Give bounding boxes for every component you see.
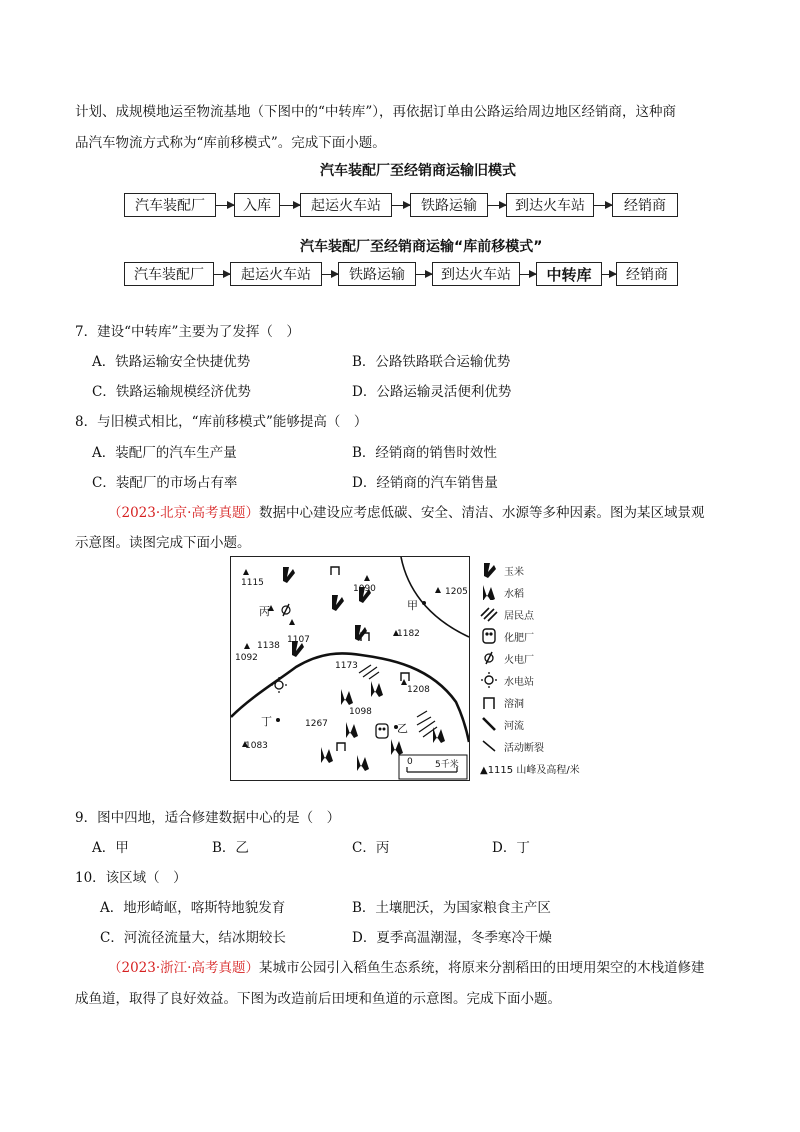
question-8-stem: 8．与旧模式相比，“库前移模式”能够提高（ ） bbox=[75, 414, 368, 430]
peak-label: 1138 bbox=[257, 641, 280, 651]
scale-zero: 0 bbox=[407, 757, 413, 767]
legend-item-fault bbox=[480, 736, 544, 756]
flow-arrow bbox=[280, 205, 300, 206]
fault-icon bbox=[480, 738, 498, 754]
flow-old-step: 起运火车站 bbox=[300, 193, 392, 217]
legend-item-rice bbox=[480, 582, 524, 602]
peak-label: 1205 bbox=[445, 587, 468, 597]
flow-new-step: 起运火车站 bbox=[230, 262, 322, 286]
legend-label: 玉米 bbox=[504, 566, 524, 578]
thermal-plant-icon bbox=[282, 604, 290, 616]
legend-label: 居民点 bbox=[504, 610, 534, 622]
peak-label: 1173 bbox=[335, 661, 358, 671]
legend-label: 活动断裂 bbox=[504, 742, 544, 754]
question-8-option-a: A．装配厂的汽车生产量 bbox=[92, 445, 237, 461]
legend-item-fertilizer bbox=[480, 626, 534, 646]
flow-new-title: 汽车装配厂至经销商运输“库前移模式” bbox=[300, 239, 543, 255]
question-9-stem: 9．图中四地，适合修建数据中心的是（ ） bbox=[75, 810, 341, 826]
flow-arrow bbox=[594, 205, 612, 206]
flow-new-step: 到达火车站 bbox=[432, 262, 520, 286]
peak-label: 1182 bbox=[397, 629, 420, 639]
flow-new-step: 汽车装配厂 bbox=[124, 262, 214, 286]
legend-item-settlement bbox=[480, 604, 534, 624]
legend-item-hydro bbox=[480, 670, 534, 690]
flow-arrow bbox=[392, 205, 410, 206]
flow-new-step-highlight: 中转库 bbox=[536, 262, 602, 286]
place-jia: 甲 bbox=[407, 599, 418, 612]
passage-2-line-2: 示意图。读图完成下面小题。 bbox=[75, 535, 251, 551]
corn-icon bbox=[480, 562, 498, 578]
peak-label: 1090 bbox=[353, 584, 376, 594]
flow-old-step: 铁路运输 bbox=[410, 193, 488, 217]
flow-arrow bbox=[520, 274, 536, 275]
passage-3-source: （2023·浙江·高考真题） bbox=[108, 960, 259, 976]
hydro-station-icon bbox=[480, 672, 498, 688]
peak-label: 1115 bbox=[241, 578, 264, 588]
question-9-option-c: C．丙 bbox=[352, 840, 390, 856]
rice-icon bbox=[480, 584, 498, 600]
peak-label: 1107 bbox=[287, 635, 310, 645]
question-10-option-a: A．地形崎岖，喀斯特地貌发育 bbox=[100, 900, 286, 916]
legend-label: 火电厂 bbox=[504, 654, 534, 666]
cave-icon bbox=[480, 694, 498, 710]
passage-3-line-1 bbox=[108, 956, 704, 976]
thermal-plant-icon bbox=[480, 650, 498, 666]
question-8-option-c: C．装配厂的市场占有率 bbox=[92, 475, 238, 491]
legend-label: 水电站 bbox=[504, 676, 534, 688]
intro-line-1: 计划、成规模地运至物流基地（下图中的“中转库”），再依据订单由公路运给周边地区经销商，这种商 bbox=[75, 104, 677, 120]
peak-label: 1208 bbox=[407, 685, 430, 695]
place-bing: 丙 bbox=[259, 605, 270, 618]
question-10-stem: 10．该区域（ ） bbox=[75, 870, 187, 886]
flow-arrow bbox=[322, 274, 338, 275]
question-9-option-a: A．甲 bbox=[92, 840, 129, 856]
legend-label: 水稻 bbox=[504, 588, 524, 600]
legend-item-cave bbox=[480, 692, 524, 712]
passage-2-source: （2023·北京·高考真题） bbox=[108, 505, 259, 521]
question-7-option-c: C．铁路运输规模经济优势 bbox=[92, 384, 251, 400]
question-7-stem: 7．建设“中转库”主要为了发挥（ ） bbox=[75, 324, 300, 340]
question-8-option-d: D．经销商的汽车销售量 bbox=[352, 475, 498, 491]
flow-arrow bbox=[416, 274, 432, 275]
question-8-option-b: B．经销商的销售时效性 bbox=[352, 445, 497, 461]
passage-3-line-2: 成鱼道，取得了良好效益。下图为改造前后田埂和鱼道的示意图。完成下面小题。 bbox=[75, 991, 561, 1007]
peak-label: 1092 bbox=[235, 653, 258, 663]
legend-label: ▲1115 山峰及高程/米 bbox=[480, 764, 580, 776]
settlement-icon bbox=[480, 606, 498, 622]
legend-item-thermal bbox=[480, 648, 534, 668]
map-legend bbox=[480, 560, 600, 785]
legend-label: 河流 bbox=[504, 720, 524, 732]
flow-old-title: 汽车装配厂至经销商运输旧模式 bbox=[320, 163, 516, 179]
flow-old-step: 汽车装配厂 bbox=[124, 193, 216, 217]
question-9-option-b: B．乙 bbox=[212, 840, 249, 856]
legend-label: 化肥厂 bbox=[504, 632, 534, 644]
landscape-map bbox=[230, 556, 470, 781]
question-7-option-d: D．公路运输灵活便利优势 bbox=[352, 384, 512, 400]
scale-label: 5千米 bbox=[435, 760, 459, 770]
fertilizer-plant-icon bbox=[376, 724, 388, 738]
place-ding: 丁 bbox=[261, 715, 272, 728]
river-icon bbox=[480, 716, 498, 732]
place-yi: 乙 bbox=[397, 722, 408, 735]
question-7-option-a: A．铁路运输安全快捷优势 bbox=[92, 354, 251, 370]
flow-arrow bbox=[216, 205, 234, 206]
flow-old-step: 入库 bbox=[234, 193, 280, 217]
legend-label: 溶洞 bbox=[504, 698, 524, 710]
question-10-option-d: D．夏季高温潮湿，冬季寒冷干燥 bbox=[352, 930, 552, 946]
flow-old-step: 到达火车站 bbox=[506, 193, 594, 217]
flow-arrow bbox=[602, 274, 616, 275]
passage-3-text: 某城市公园引入稻鱼生态系统，将原来分割稻田的田埂用架空的木栈道修建 bbox=[258, 960, 705, 976]
flow-arrow bbox=[488, 205, 506, 206]
peak-label: 1098 bbox=[349, 707, 372, 717]
peak-label: 1083 bbox=[245, 741, 268, 751]
intro-line-2: 品汽车物流方式称为“库前移模式”。完成下面小题。 bbox=[75, 135, 386, 151]
flow-new-step: 经销商 bbox=[616, 262, 678, 286]
fertilizer-plant-icon bbox=[480, 628, 498, 644]
peak-label: 1267 bbox=[305, 719, 328, 729]
flow-arrow bbox=[214, 274, 230, 275]
question-10-option-b: B．土壤肥沃，为国家粮食主产区 bbox=[352, 900, 551, 916]
question-10-option-c: C．河流径流量大，结冰期较长 bbox=[100, 930, 286, 946]
legend-item-corn bbox=[480, 560, 524, 580]
question-7-option-b: B．公路铁路联合运输优势 bbox=[352, 354, 511, 370]
passage-2-text: 数据中心建设应考虑低碳、安全、清洁、水源等多种因素。图为某区域景观 bbox=[258, 505, 705, 521]
flow-new-step: 铁路运输 bbox=[338, 262, 416, 286]
legend-item-river bbox=[480, 714, 524, 734]
question-9-option-d: D．丁 bbox=[492, 840, 530, 856]
passage-2-line-1 bbox=[108, 501, 704, 521]
legend-item-peak bbox=[480, 758, 580, 778]
flow-old-step: 经销商 bbox=[612, 193, 678, 217]
